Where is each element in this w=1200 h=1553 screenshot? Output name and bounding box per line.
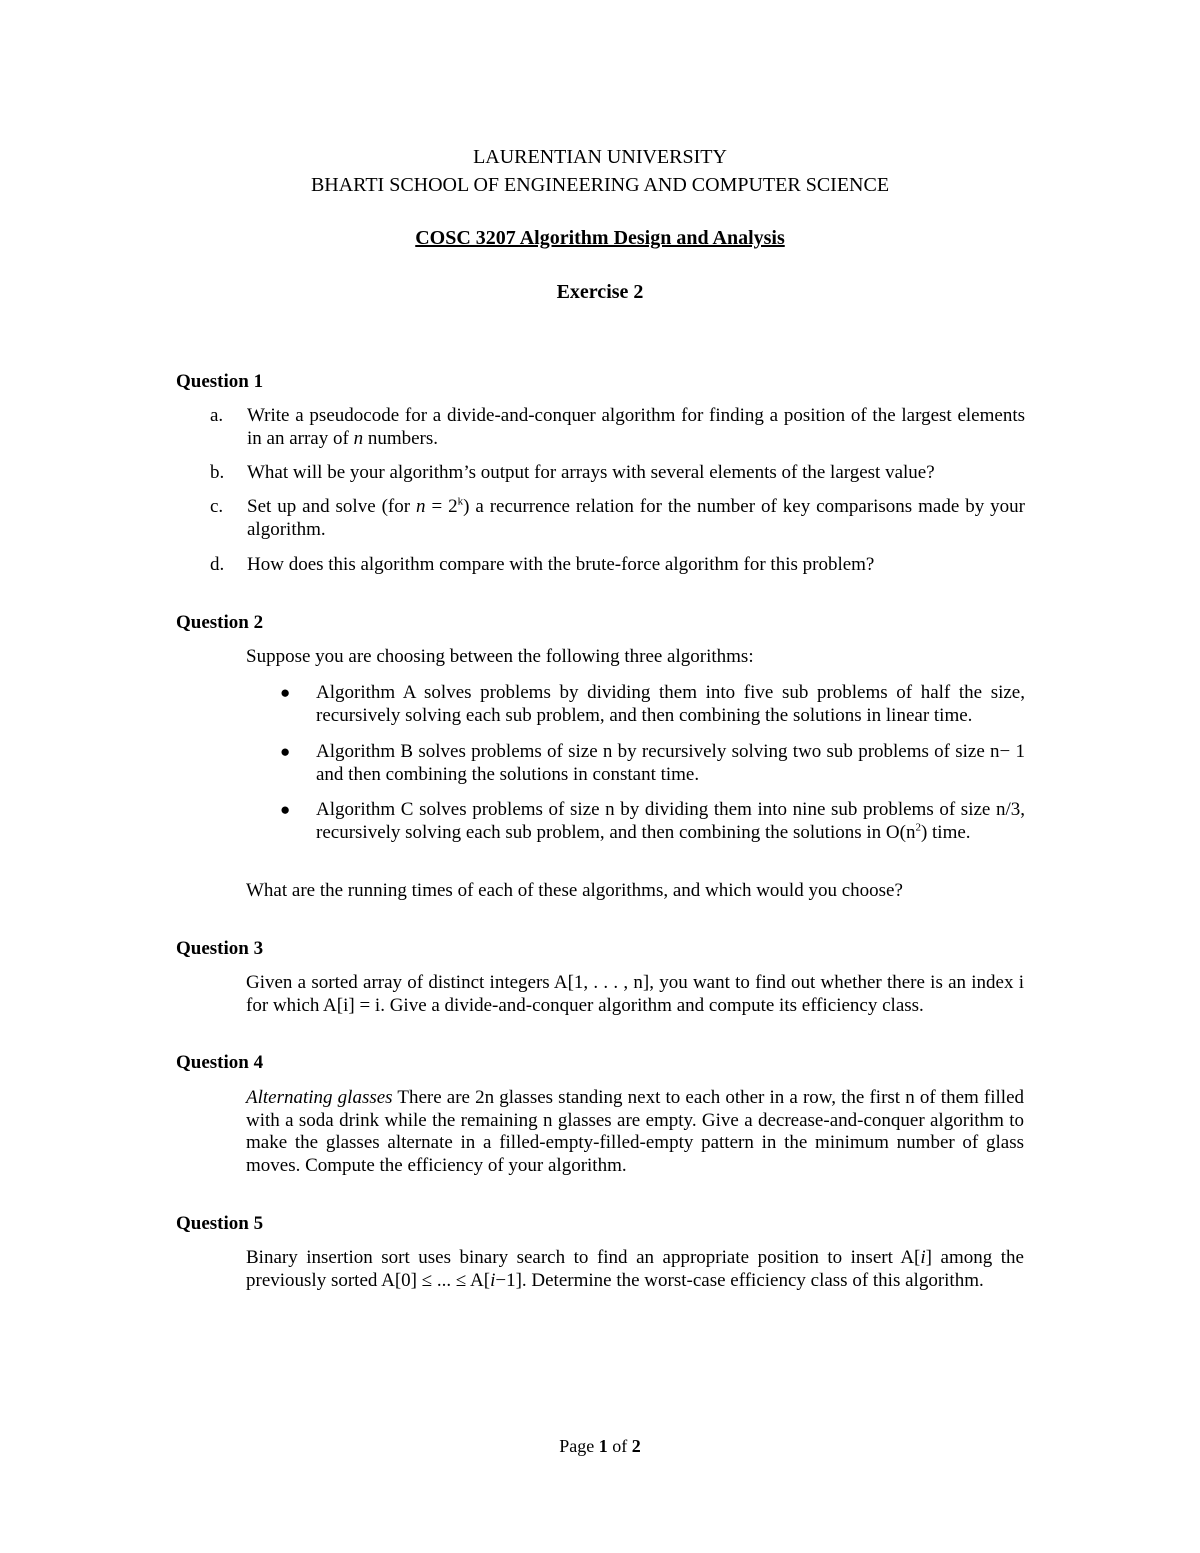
university-name: LAURENTIAN UNIVERSITY xyxy=(473,146,727,168)
question-5-text: Binary insertion sort uses binary search to find an appropriate position to insert A[i] among the previously sorted A[0] ≤ ... ≤ A[i−1]. Determine the worst-case efficiency class of this algorithm. xyxy=(246,1247,1024,1291)
course-title xyxy=(0,226,1200,250)
question-3-heading: Question 3 xyxy=(176,938,264,959)
page-total: 2 xyxy=(631,1436,641,1456)
bullet-dot-icon: ● xyxy=(280,800,291,819)
bullet-text: Algorithm A solves problems by dividing them into five sub problems of half the size, recursively solving each sub problem, and then combining the solutions in linear time. xyxy=(316,682,1025,726)
item-text: Set up and solve (for $n = 2^k$) a recurrence relation for the number of key comparisons made by your algorithm. xyxy=(247,495,1025,540)
question-2-prompt: What are the running times of each of these algorithms, and which would you choose? xyxy=(246,880,903,901)
question-2-heading: Question 2 xyxy=(176,612,264,633)
question-1-heading: Question 1 xyxy=(176,371,264,392)
item-marker: c. xyxy=(210,496,224,517)
item-text: What will be your algorithm’s output for arrays with several elements of the largest value? xyxy=(247,462,935,483)
course-title-text: COSC 3207 Algorithm Design and Analysis xyxy=(415,227,785,249)
question-4-lead: Alternating glasses xyxy=(246,1087,393,1108)
var-n: n xyxy=(353,427,364,449)
item-marker: a. xyxy=(210,405,224,426)
item-marker: d. xyxy=(210,554,225,575)
exercise-title: Exercise 2 xyxy=(556,281,644,303)
page-number: 1 xyxy=(598,1436,608,1456)
question-4-heading: Question 4 xyxy=(176,1052,264,1073)
bullet-text: Algorithm B solves problems of size n by recursively solving two sub problems of size n− 1 and then combining the solutions in constant time. xyxy=(316,741,1025,785)
bullet-dot-icon: ● xyxy=(280,683,291,702)
document-header xyxy=(0,143,1200,199)
bullet-text: Algorithm C solves problems of size n by dividing them into nine sub problems of size n/3, recursively solving each sub problem, and then combining the solutions in $O(n^2)$ time. xyxy=(316,799,1025,843)
item-marker: b. xyxy=(210,462,225,483)
item-text: How does this algorithm compare with the brute-force algorithm for this problem? xyxy=(247,554,875,575)
item-text: Write a pseudocode for a divide-and-conquer algorithm for finding a position of the largest elements in an array of n numbers. xyxy=(247,405,1025,449)
bullet-dot-icon: ● xyxy=(280,742,291,761)
school-name: BHARTI SCHOOL OF ENGINEERING AND COMPUTER SCIENCE xyxy=(310,174,890,196)
question-4-text: Alternating glasses There are 2n glasses standing next to each other in a row, the first n of them filled with a soda drink while the remaining n glasses are empty. Give a decrease-and-conquer algorithm to make the glasses alternate in a filled-empty-filled-empty pattern in the minimum number of glass moves. Compute the efficiency of your algorithm. xyxy=(246,1087,1024,1176)
question-3-text: Given a sorted array of distinct integers A[1, . . . , n], you want to find out whether there is an index i for which A[i] = i. Give a divide-and-conquer algorithm and compute its efficiency class. xyxy=(246,972,1024,1016)
page-footer: Page 1 of 2 xyxy=(559,1436,641,1456)
question-2-intro: Suppose you are choosing between the following three algorithms: xyxy=(246,646,754,667)
question-5-heading: Question 5 xyxy=(176,1213,264,1234)
